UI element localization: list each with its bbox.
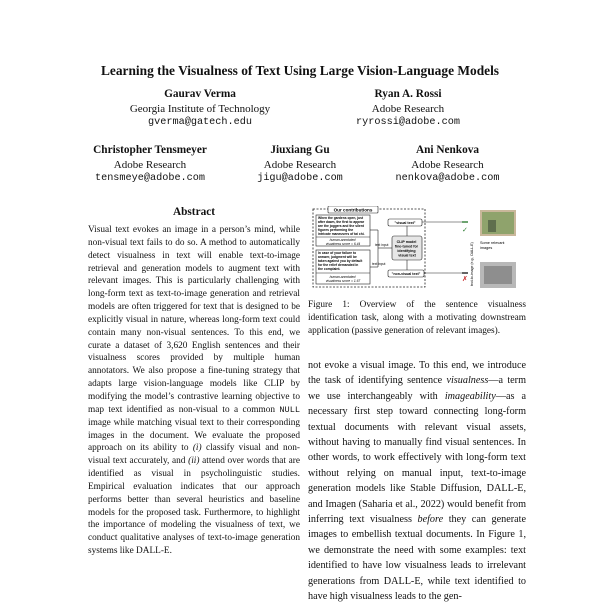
model-line: visual text [398,253,416,258]
author-affiliation: Adobe Research [411,158,484,171]
example-visual-text [318,216,365,236]
score-line: visualness score = 6.44 [325,242,361,246]
abstract-part: image while matching visual text to their corresponding images in the document. We evaluate the proposed approach on its ability to [88,417,300,454]
cross-icon: ✗ [462,275,468,283]
abstract-text [88,224,300,558]
score-line: visualness score = 1.67 [325,279,361,283]
author-block [90,87,310,131]
visualness-score [326,275,361,283]
body-part: not evoke a visual image. To this end, we introduce the task of identifying sentence [308,360,526,387]
model-box-label [395,240,419,258]
author-name: Christopher Tensmeyer [93,144,207,156]
non-visual-text-output: "non-visual text" [391,272,421,276]
author-affiliation: Adobe Research [263,158,337,171]
figure-header: Our contributions [333,207,373,213]
author-block [70,143,230,187]
text-input-label: text input [372,262,386,266]
example-line: are the joggers and the silent [318,224,364,228]
relevant-images-label [480,241,506,250]
author-affiliation: Adobe Research [113,158,187,171]
term-imageability: imageability [444,390,496,402]
body-part: —as a necessary first step toward connecting long-form textual documents with relevant visual assets, without having to manually find visual sentences. In other words, to work effectively with long-form text without relying on manual input, text-to-image generation models like Stable Diffusion, DALL-E, and Imagen (Saharia et al., 2022) would benefit from inferring text visualness [308,390,526,526]
figure-1-diagram [312,206,520,290]
abstract-heading: Abstract [172,206,216,218]
relevant-line: images [480,246,493,250]
example-line: the complaint. [318,267,341,271]
author-block [308,87,508,131]
author-email[interactable]: ryrossi@adobe.com [356,117,460,128]
example-line: figures performing the [318,228,354,232]
abstract-part: Visual text evokes an image in a person’s mind, while non-visual text fails to do so. A method to automatically detect visualness in text will enable text-to-image retrieval and generation models to augment text with relevant images. This is particularly challenging with long-form text as text-to-image generation and retrieval models are often triggered for text that is designed to be explicitly visual in nature, whereas long-form text could contain many non-visual sentences. To this end, we curate a dataset of 3,620 English sentences and their visualness scores provided by multiple human annotators. We also propose a fine-tuning strategy that adapts large vision-language models like CLIP by modifying the model’s contrastive learning objective to map text identified as non-visual to a common [88,225,300,415]
author-block [375,143,520,187]
author-affiliation: Georgia Institute of Technology [129,102,271,115]
example-line: after dawn, the first to appear [318,220,365,224]
body-part: they can generate images to embellish textual documents. In Figure 1, we demonstrate the need with some examples: text identified to have low visualness leads to irrelevant generations from DALL-E, while text identified to have high visualness leads to the gen- [308,514,526,603]
body-paragraph [308,358,526,605]
author-email[interactable]: gverma@gatech.edu [148,117,252,128]
model-line: fine-tuned for [394,244,419,249]
author-affiliation: Adobe Research [371,102,445,115]
term-visualness: visualness [446,375,489,387]
example-line: answer, judgment will be [318,255,357,259]
emphasis-before: before [417,514,444,526]
example-line: taken against you by default [318,259,363,263]
score-line: human-annotated [329,238,356,242]
relevant-line: Some relevant [480,241,505,245]
enum-marker: (ii) [188,456,200,467]
author-name: Ani Nenkova [415,144,480,156]
author-name: Gaurav Verma [164,88,236,100]
author-name: Ryan A. Rossi [374,88,442,100]
example-line: intricate maneuvers of tai chi. [318,232,365,236]
author-block [230,143,370,187]
example-line: In case of your failure to [318,251,357,255]
author-name: Jiuxiang Gu [270,144,330,156]
author-email[interactable]: nenkova@adobe.com [395,173,500,184]
score-line: human-annotated [329,275,356,279]
body-part: —a term we use interchangeably with [308,375,526,402]
enum-marker: (i) [192,443,202,454]
null-token: NULL [279,404,301,415]
model-line: CLIP model [396,240,417,244]
check-icon: ✓ [462,226,468,234]
example-line: When the gardens open, just [318,216,364,220]
author-email[interactable]: jigu@adobe.com [257,173,343,184]
visualness-score [326,238,361,246]
abstract-part: attend over words that are identified as visual in psycholinguistic studies. Empirical evaluation indicates that our approach performs better than several heuristics and baseline models for the proposed task. Furthermore, to highlight the importance of modeling the visualness of text, we conduct qualitative analyses of text-to-image generation systems like DALL-E. [88,456,300,557]
author-email[interactable]: tensmeye@adobe.com [94,173,206,184]
figure-1-caption: Figure 1: Overview of the sentence visualness identification task, along with a motivating downstream application (passive generation of relevant images). [308,300,526,336]
visual-text-output: "visual text" [394,221,416,225]
text-input-label: text input [375,243,389,247]
abstract-part: classify visual and non-visual text accurately, and [88,443,301,467]
paper-title: Learning the Visualness of Text Using Large Vision-Language Models [100,63,500,78]
text-to-image-label: text-to-image (e.g., DALL-E) [470,242,474,286]
model-line: identifying [397,249,416,253]
example-line: for the relief demanded in [318,263,359,267]
